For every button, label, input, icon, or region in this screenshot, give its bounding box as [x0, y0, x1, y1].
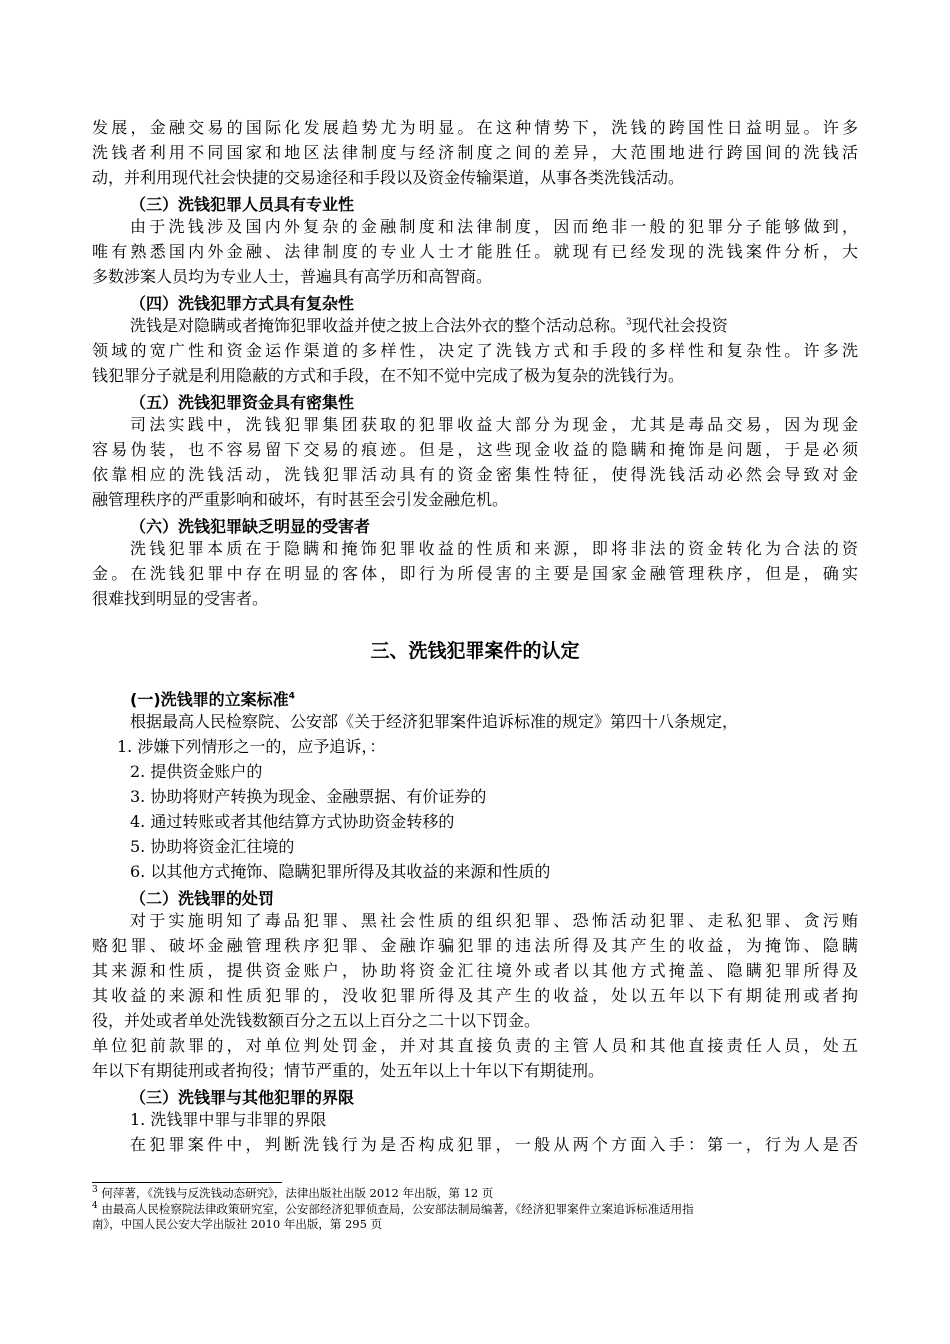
para-complexity-text-end: 现代社会投资	[631, 316, 728, 335]
list-item-5: 5. 协助将资金汇往境的	[130, 837, 295, 856]
para-filing-line-1: 根据最高人民检察院、公安部《关于经济犯罪案件追诉标准的规定》第四十八条规定，	[130, 712, 739, 731]
footnote-ref-4: 4	[288, 691, 295, 702]
list-item-2: 2. 提供资金账户的	[130, 762, 263, 781]
footnote-4-mark: 4	[92, 1201, 98, 1212]
footnote-3-text: 何萍著，《洗钱与反洗钱动态研究》，法律出版社出版 2012 年出版，第 12 页	[97, 1186, 494, 1200]
footnote-3-mark: 3	[92, 1185, 98, 1196]
para-professional-line-3: 多数涉案人员均为专业人士，普遍具有高学历和高智商。	[92, 267, 493, 286]
para-victim-line-1: 洗钱犯罪本质在于隐瞒和掩饰犯罪收益的性质和来源，即将非法的资金转化为合法的资	[130, 539, 858, 558]
para-punishment-line-1: 对于实施明知了毒品犯罪、黑社会性质的组织犯罪、恐怖活动犯罪、走私犯罪、贪污贿	[130, 911, 858, 930]
footnote-4-line-2: 南》，中国人民公安大学出版社 2010 年出版，第 295 页	[92, 1217, 383, 1231]
footnote-4-text: 由最高人民检察院法律政策研究室，公安部经济犯罪侦查局，公安部法制局编著，《经济犯罪案件立案追诉标准适用指	[97, 1202, 694, 1216]
intro-line-1: 发展，金融交易的国际化发展趋势尤为明显。在这种情势下，洗钱的跨国性日益明显。许多	[92, 118, 858, 137]
para-punishment-line-5: 役，并处或者单处洗钱数额百分之五以上百分之二十以下罚金。	[92, 1011, 541, 1030]
section-title: 三、洗钱犯罪案件的认定	[370, 640, 580, 662]
para-filing-line-2: 1. 涉嫌下列情形之一的，应予追诉，：	[117, 737, 386, 756]
heading-victim: （六）洗钱犯罪缺乏明显的受害者	[130, 517, 371, 536]
para-victim-line-2: 金。在洗钱犯罪中存在明显的客体，即行为所侵害的主要是国家金融管理秩序，但是，确实	[92, 564, 858, 583]
footnote-separator	[92, 1182, 282, 1183]
heading-punishment: （二）洗钱罪的处罚	[130, 889, 275, 908]
list-item-4: 4. 通过转账或者其他结算方式协助资金转移的	[130, 812, 455, 831]
list-item-6: 6. 以其他方式掩饰、隐瞒犯罪所得及其收益的来源和性质的	[130, 862, 551, 881]
heading-professional: （三）洗钱犯罪人员具有专业性	[130, 195, 355, 214]
para-intensive-line-3: 依靠相应的洗钱活动，洗钱犯罪活动具有的资金密集性特征，使得洗钱活动必然会导致对金	[92, 465, 858, 484]
para-punishment-line-4: 其收益的来源和性质犯罪的，没收犯罪所得及其产生的收益，处以五年以下有期徒刑或者拘	[92, 986, 858, 1005]
para-intensive-line-4: 融管理秩序的严重影响和破坏，有时甚至会引发金融危机。	[92, 490, 509, 509]
para-complexity-text: 洗钱是对隐瞒或者掩饰犯罪收益并使之披上合法外衣的整个活动总称。	[130, 316, 627, 335]
boundary-item-1: 1. 洗钱罪中罪与非罪的界限	[130, 1110, 327, 1129]
para-unit-crime-line-1: 单位犯前款罪的，对单位判处罚金，并对其直接负责的主管人员和其他直接责任人员，处五	[92, 1036, 858, 1055]
para-boundary-line-1: 在犯罪案件中，判断洗钱行为是否构成犯罪，一般从两个方面入手：第一，行为人是否	[130, 1135, 858, 1154]
heading-filing-standard-text: (一)洗钱罪的立案标准	[130, 690, 289, 709]
footnote-ref-3: 3	[626, 317, 632, 328]
para-complexity-line-3: 钱犯罪分子就是利用隐蔽的方式和手段，在不知不觉中完成了极为复杂的洗钱行为。	[92, 366, 685, 385]
para-victim-line-3: 很难找到明显的受害者。	[92, 589, 269, 608]
para-complexity-line-1	[130, 316, 728, 336]
heading-filing-standard	[130, 687, 295, 710]
heading-complexity: （四）洗钱犯罪方式具有复杂性	[130, 294, 355, 313]
para-professional-line-2: 唯有熟悉国内外金融、法律制度的专业人士才能胜任。就现有已经发现的洗钱案件分析，大	[92, 242, 858, 261]
para-punishment-line-3: 其来源和性质，提供资金账户，协助将资金汇往境外或者以其他方式掩盖、隐瞒犯罪所得及	[92, 961, 858, 980]
footnote-4-line-1	[92, 1202, 694, 1217]
para-complexity-line-2: 领域的宽广性和资金运作渠道的多样性，决定了洗钱方式和手段的多样性和复杂性。许多洗	[92, 341, 858, 360]
intro-line-3: 动，并利用现代社会快捷的交易途径和手段以及资金传输渠道，从事各类洗钱活动。	[92, 168, 685, 187]
para-intensive-line-2: 容易伪装，也不容易留下交易的痕迹。但是，这些现金收益的隐瞒和掩饰是问题，于是必须	[92, 440, 858, 459]
para-intensive-line-1: 司法实践中，洗钱犯罪集团获取的犯罪收益大部分为现金，尤其是毒品交易，因为现金	[130, 415, 858, 434]
footnote-3	[92, 1186, 493, 1201]
intro-line-2: 洗钱者利用不同国家和地区法律制度与经济制度之间的差异，大范围地进行跨国间的洗钱活	[92, 143, 858, 162]
list-item-3: 3. 协助将财产转换为现金、金融票据、有价证券的	[130, 787, 487, 806]
heading-boundary: （三）洗钱罪与其他犯罪的界限	[130, 1088, 355, 1107]
para-punishment-line-2: 赂犯罪、破坏金融管理秩序犯罪、金融诈骗犯罪的违法所得及其产生的收益，为掩饰、隐瞒	[92, 936, 858, 955]
heading-intensive: （五）洗钱犯罪资金具有密集性	[130, 393, 355, 412]
para-unit-crime-line-2: 年以下有期徒刑或者拘役；情节严重的，处五年以上十年以下有期徒刑。	[92, 1061, 605, 1080]
para-professional-line-1: 由于洗钱涉及国内外复杂的金融制度和法律制度，因而绝非一般的犯罪分子能够做到，	[130, 217, 858, 236]
